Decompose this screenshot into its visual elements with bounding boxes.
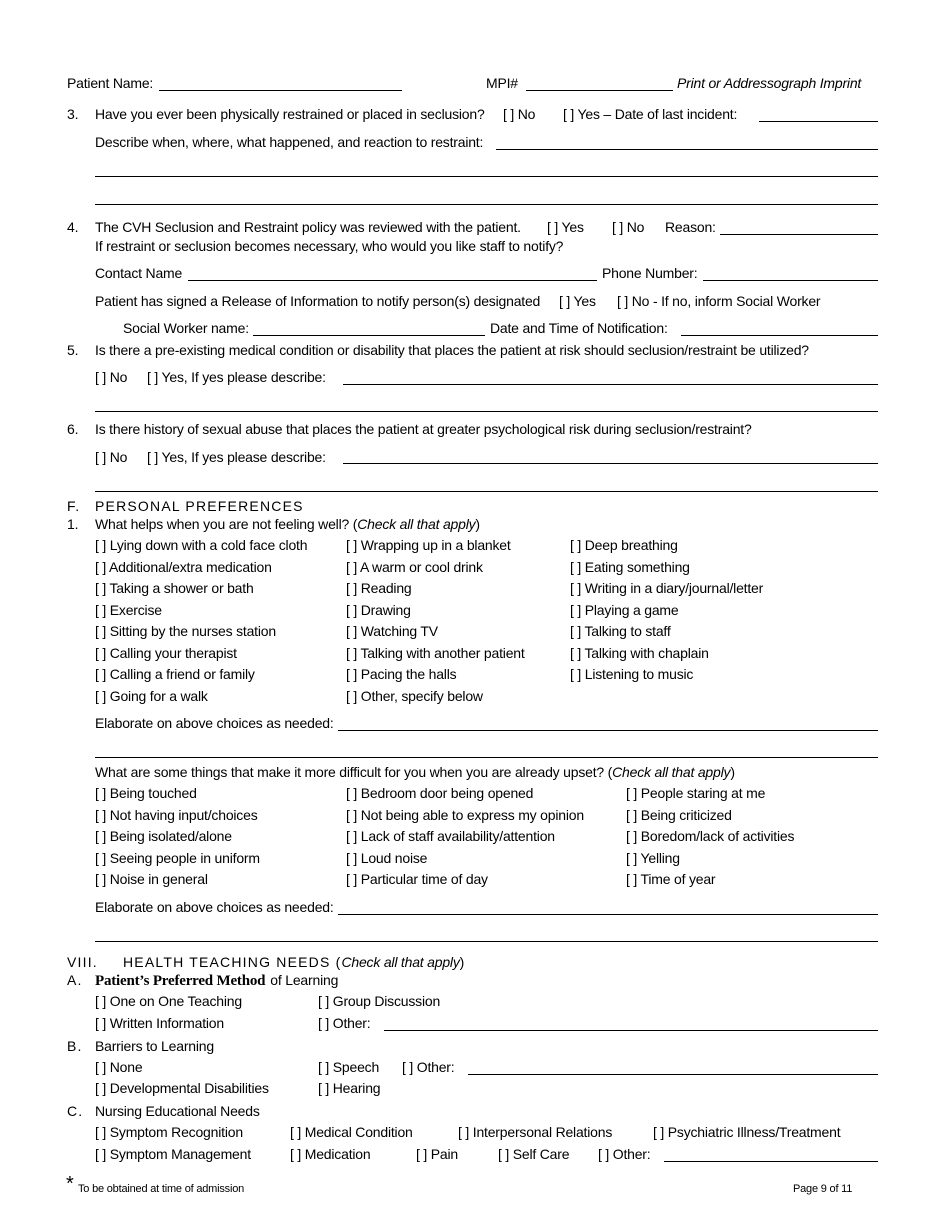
nursing-need-option[interactable]: [ ] Interpersonal Relations <box>458 1124 613 1140</box>
helps-option[interactable]: [ ] Listening to music <box>570 666 694 682</box>
helps-option[interactable]: [ ] Writing in a diary/journal/letter <box>570 580 764 596</box>
viii-title-text: HEALTH TEACHING NEEDS ( <box>123 954 342 970</box>
nursing-need-option[interactable]: [ ] Symptom Recognition <box>95 1124 243 1140</box>
release-text: Patient has signed a Release of Information to notify person(s) designated <box>95 293 541 309</box>
helps-option[interactable]: [ ] Wrapping up in a blanket <box>346 537 511 553</box>
q3-date-field[interactable] <box>759 121 878 122</box>
a-title-rest: of Learning <box>270 972 339 988</box>
upset-option[interactable]: [ ] People staring at me <box>626 785 766 801</box>
section-a-letter: A. <box>67 972 83 988</box>
learning-method-option[interactable]: [ ] Group Discussion <box>318 993 441 1009</box>
helps-option[interactable]: [ ] Eating something <box>570 558 690 575</box>
f-q1-text: What helps when you are not feeling well? ( <box>95 516 358 532</box>
helps-option[interactable]: [ ] Calling a friend or family <box>95 666 255 682</box>
q3-yes-checkbox[interactable]: [ ] Yes – Date of last incident: <box>563 106 738 122</box>
nursing-need-option[interactable]: [ ] Self Care <box>498 1146 570 1162</box>
q3-describe-field-1[interactable] <box>496 149 878 150</box>
release-no-checkbox[interactable]: [ ] No - If no, inform Social Worker <box>617 293 821 309</box>
q3-describe-field-2[interactable] <box>95 176 878 177</box>
upset-option[interactable]: [ ] Bedroom door being opened <box>346 785 534 801</box>
f-q1-check-note: Check all that apply <box>357 516 476 532</box>
viii-check-note: Check all that apply <box>341 954 460 970</box>
q5-no-checkbox[interactable]: [ ] No <box>95 369 128 385</box>
upset-option[interactable]: [ ] Not being able to express my opinion <box>346 806 584 823</box>
footer-note: To be obtained at time of admission <box>78 1183 245 1195</box>
helps-option[interactable]: [ ] Calling your therapist <box>95 644 237 661</box>
nursing-other-field[interactable] <box>664 1161 878 1162</box>
social-worker-label: Social Worker name: <box>123 320 249 336</box>
barrier-option[interactable]: [ ] Developmental Disabilities <box>95 1080 269 1096</box>
q3-describe-field-3[interactable] <box>95 204 878 205</box>
helps-option[interactable]: [ ] Talking with another patient <box>346 644 525 661</box>
barrier-option[interactable]: [ ] Other: <box>402 1059 455 1075</box>
contact-name-field[interactable] <box>188 280 597 281</box>
notification-date-field[interactable] <box>681 335 878 336</box>
q6-question: Is there history of sexual abuse that places the patient at greater psychological risk during seclusion/restraint? <box>95 421 752 437</box>
mpi-label: MPI# <box>486 75 518 91</box>
helps-option[interactable]: [ ] A warm or cool drink <box>346 558 483 575</box>
learning-method-option[interactable]: [ ] Written Information <box>95 1015 224 1031</box>
q4-reason-field[interactable] <box>720 234 878 235</box>
q5-yes-checkbox[interactable]: [ ] Yes, If yes please describe: <box>147 369 326 385</box>
q5-describe-field-1[interactable] <box>343 384 878 385</box>
helps-option[interactable]: [ ] Drawing <box>346 601 411 618</box>
contact-name-label: Contact Name <box>95 265 183 281</box>
patient-name-label: Patient Name: <box>67 75 154 91</box>
q4-yes-checkbox[interactable]: [ ] Yes <box>547 219 584 235</box>
f-q2-text: What are some things that make it more difficult for you when you are already upset? ( <box>95 764 613 780</box>
f-q1-question <box>95 515 480 533</box>
imprint-note: Print or Addressograph Imprint <box>677 75 862 91</box>
section-c-title: Nursing Educational Needs <box>95 1103 260 1119</box>
q4-number: 4. <box>67 219 79 235</box>
nursing-need-option[interactable]: [ ] Symptom Management <box>95 1146 251 1162</box>
q5-question: Is there a pre-existing medical condition or disability that places the patient at risk should seclusion/restraint be utilized? <box>95 342 809 358</box>
learning-method-option[interactable]: [ ] One on One Teaching <box>95 993 242 1009</box>
helps-option[interactable]: [ ] Lying down with a cold face cloth <box>95 537 308 553</box>
patient-name-field[interactable] <box>159 90 402 91</box>
learning-other-field[interactable] <box>384 1030 878 1031</box>
f-q2-check-note: Check all that apply <box>612 764 731 780</box>
f-q1-number: 1. <box>67 516 79 532</box>
q6-describe-field-1[interactable] <box>343 463 878 464</box>
helps-option[interactable]: [ ] Reading <box>346 580 412 596</box>
upset-option[interactable]: [ ] Loud noise <box>346 849 428 866</box>
page-number: Page 9 of 11 <box>793 1183 853 1195</box>
nursing-need-option[interactable]: [ ] Other: <box>598 1146 651 1162</box>
nursing-need-option[interactable]: [ ] Medical Condition <box>290 1124 413 1140</box>
q3-no-checkbox[interactable]: [ ] No <box>503 106 536 122</box>
helps-option[interactable]: [ ] Pacing the halls <box>346 666 457 682</box>
helps-option[interactable]: [ ] Sitting by the nurses station <box>95 623 276 639</box>
q6-describe-field-2[interactable] <box>95 491 878 492</box>
upset-option[interactable]: [ ] Yelling <box>626 849 680 866</box>
elaborate-label-2: Elaborate on above choices as needed: <box>95 899 334 915</box>
elaborate-field-1a[interactable] <box>338 730 878 731</box>
helps-option[interactable]: [ ] Talking to staff <box>570 623 671 639</box>
learning-method-option[interactable]: [ ] Other: <box>318 1015 371 1031</box>
barrier-option[interactable]: [ ] None <box>95 1059 143 1075</box>
f-q2-close: ) <box>730 764 735 780</box>
phone-number-field[interactable] <box>703 280 878 281</box>
section-f-title: PERSONAL PREFERENCES <box>95 498 304 514</box>
helps-option[interactable]: [ ] Other, specify below <box>346 687 483 704</box>
upset-option[interactable]: [ ] Lack of staff availability/attention <box>346 828 555 844</box>
helps-option[interactable]: [ ] Exercise <box>95 601 162 618</box>
nursing-need-option[interactable]: [ ] Medication <box>290 1146 371 1162</box>
helps-option[interactable]: [ ] Additional/extra medication <box>95 558 272 575</box>
barrier-option[interactable]: [ ] Hearing <box>318 1080 381 1096</box>
elaborate-field-2b[interactable] <box>95 941 878 942</box>
section-a-title <box>95 971 338 989</box>
elaborate-label-1: Elaborate on above choices as needed: <box>95 715 334 731</box>
q3-describe-label: Describe when, where, what happened, and reaction to restraint: <box>95 134 484 150</box>
q4-no-checkbox[interactable]: [ ] No <box>612 219 645 235</box>
f-q1-close: ) <box>475 516 480 532</box>
section-viii-title <box>123 953 464 971</box>
nursing-need-option[interactable]: [ ] Psychiatric Illness/Treatment <box>653 1124 841 1140</box>
q4-statement: The CVH Seclusion and Restraint policy was reviewed with the patient. <box>95 219 521 235</box>
q6-yes-checkbox[interactable]: [ ] Yes, If yes please describe: <box>147 449 326 465</box>
upset-option[interactable]: [ ] Being criticized <box>626 806 732 823</box>
notification-date-label: Date and Time of Notification: <box>490 320 668 336</box>
q6-number: 6. <box>67 421 79 437</box>
upset-option[interactable]: [ ] Being isolated/alone <box>95 828 232 844</box>
upset-option[interactable]: [ ] Seeing people in uniform <box>95 849 260 866</box>
nursing-need-option[interactable]: [ ] Pain <box>416 1146 458 1162</box>
q3-number: 3. <box>67 106 79 122</box>
upset-option[interactable]: [ ] Particular time of day <box>346 871 488 887</box>
viii-close: ) <box>459 954 465 970</box>
helps-option[interactable]: [ ] Playing a game <box>570 601 679 618</box>
social-worker-field[interactable] <box>253 335 485 336</box>
release-yes-checkbox[interactable]: [ ] Yes <box>559 293 596 309</box>
mpi-field[interactable] <box>526 90 673 91</box>
section-b-title: Barriers to Learning <box>95 1038 214 1054</box>
section-viii-numeral: VIII. <box>67 954 98 970</box>
q3-question: Have you ever been physically restrained or placed in seclusion? <box>95 106 485 122</box>
upset-option[interactable]: [ ] Time of year <box>626 871 716 887</box>
upset-option[interactable]: [ ] Noise in general <box>95 871 208 887</box>
f-q2-question <box>95 763 735 781</box>
phone-number-label: Phone Number: <box>602 265 698 281</box>
helps-option[interactable]: [ ] Deep breathing <box>570 537 678 553</box>
elaborate-field-1b[interactable] <box>95 757 878 758</box>
q4-reason-label: Reason: <box>665 219 716 235</box>
section-c-letter: C. <box>67 1103 84 1119</box>
upset-option[interactable]: [ ] Not having input/choices <box>95 806 258 823</box>
q4-notify-question: If restraint or seclusion becomes necessary, who would you like staff to notify? <box>95 238 564 254</box>
barrier-option[interactable]: [ ] Speech <box>318 1059 380 1075</box>
helps-option[interactable]: [ ] Watching TV <box>346 623 438 639</box>
section-b-letter: B. <box>67 1038 83 1054</box>
q5-number: 5. <box>67 342 79 358</box>
footer-asterisk: * <box>66 1173 74 1195</box>
helps-option[interactable]: [ ] Talking with chaplain <box>570 644 709 661</box>
a-title-bold: Patient’s Preferred Method <box>95 973 266 989</box>
upset-option[interactable]: [ ] Being touched <box>95 785 197 801</box>
section-f-letter: F. <box>67 498 81 514</box>
q5-describe-field-2[interactable] <box>95 411 878 412</box>
barrier-other-field[interactable] <box>468 1074 878 1075</box>
upset-option[interactable]: [ ] Boredom/lack of activities <box>626 828 795 844</box>
helps-option[interactable]: [ ] Taking a shower or bath <box>95 580 254 596</box>
elaborate-field-2a[interactable] <box>338 914 878 915</box>
helps-option[interactable]: [ ] Going for a walk <box>95 687 208 704</box>
q6-no-checkbox[interactable]: [ ] No <box>95 449 128 465</box>
